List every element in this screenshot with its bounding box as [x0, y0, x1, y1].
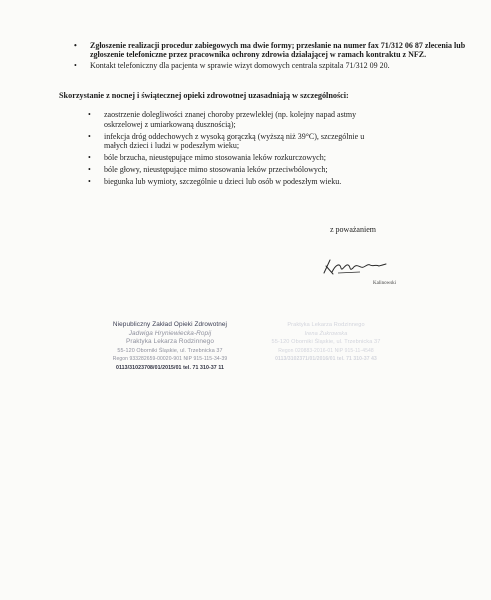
stamp-line: 0113/31023708/01/2015/01 tel. 71 310-37 11	[115, 364, 225, 371]
list-item	[88, 165, 388, 175]
practice-stamp	[270, 321, 382, 364]
symptoms-list	[88, 110, 388, 189]
bullet-icon: •	[88, 110, 91, 119]
bullet-icon: •	[88, 164, 91, 174]
stamp-line: Regon 020883-2016-01 NIP 915-11-4548	[278, 347, 374, 354]
stamp-line: Praktyka Lekarza Rodzinnego	[126, 338, 214, 346]
bullet-icon: •	[74, 41, 77, 50]
list-item	[88, 153, 388, 163]
bullet-icon: •	[88, 131, 91, 141]
stamp-line: 0113/3102371/01/2016/01 tel. 71 310-37 43	[275, 356, 377, 363]
stamp-line: Irena Żukrowska	[304, 330, 348, 337]
symptom-text: zaostrzenie dolegliwości znanej choroby przewlekłej (np. kolejny napad astmy oskrzelowej z umiarkowaną dusznością);	[104, 110, 357, 129]
stamp-line: Niepubliczny Zakład Opieki Zdrowotnej	[112, 321, 228, 328]
list-item	[74, 61, 474, 70]
stamp-line: Jadwiga Hryniewiecka-Ropij	[128, 329, 212, 337]
closing-salutation: z poważaniem	[330, 225, 376, 234]
contact-info-list	[74, 41, 474, 71]
stamp-line: 55-120 Oborniki Śląskie, ul. Trzebnicka 37	[117, 347, 223, 354]
stamp-line: Regon 933282659-00020-901 NIP 915-115-34-39	[112, 356, 228, 363]
symptom-text: bóle brzucha, nieustępujące mimo stosowania leków rozkurczowych;	[104, 153, 326, 163]
list-item	[88, 110, 388, 130]
section-heading: Skorzystanie z nocnej i świątecznej opieki zdrowotnej uzasadniają w szczególności:	[59, 91, 349, 100]
symptom-text: bóle głowy, nieustępujące mimo stosowania leków przeciwbólowych;	[104, 164, 328, 174]
phone-contact-text: Kontakt telefoniczny dla pacjenta w sprawie wizyt domowych centrala szpitala 71/312 09 20.	[90, 60, 390, 70]
handwritten-signature	[320, 254, 390, 278]
clinic-stamp	[108, 321, 232, 373]
stamp-line: Praktyka Lekarza Rodzinnego	[287, 322, 365, 328]
list-item	[88, 132, 388, 152]
stamp-line: 55-120 Oborniki Śląskie, ul. Trzebnicka 37	[271, 339, 381, 346]
bullet-icon: •	[88, 176, 91, 186]
symptom-text: infekcja dróg oddechowych z wysoką gorączką (wyższą niż 39°C), szczególnie u małych dzieci i ludzi w podeszłym wieku;	[104, 131, 365, 151]
procedure-info-text: Zgłoszenie realizacji procedur zabiegowych ma dwie formy; przesłanie na numer fax 71/312 06 87 zlecenia lub zgłoszenie telefoniczne przez pracownika ochrony zdrowia działającej w ramach kontraktu z NFZ.	[90, 41, 466, 60]
symptom-text: biegunka lub wymioty, szczególnie u dzieci lub osób w podeszłym wieku.	[104, 176, 342, 186]
bullet-icon: •	[74, 60, 77, 70]
list-item	[74, 41, 474, 60]
list-item	[88, 177, 388, 187]
bullet-icon: •	[88, 153, 91, 163]
signer-name: Kalinowski	[373, 281, 397, 286]
